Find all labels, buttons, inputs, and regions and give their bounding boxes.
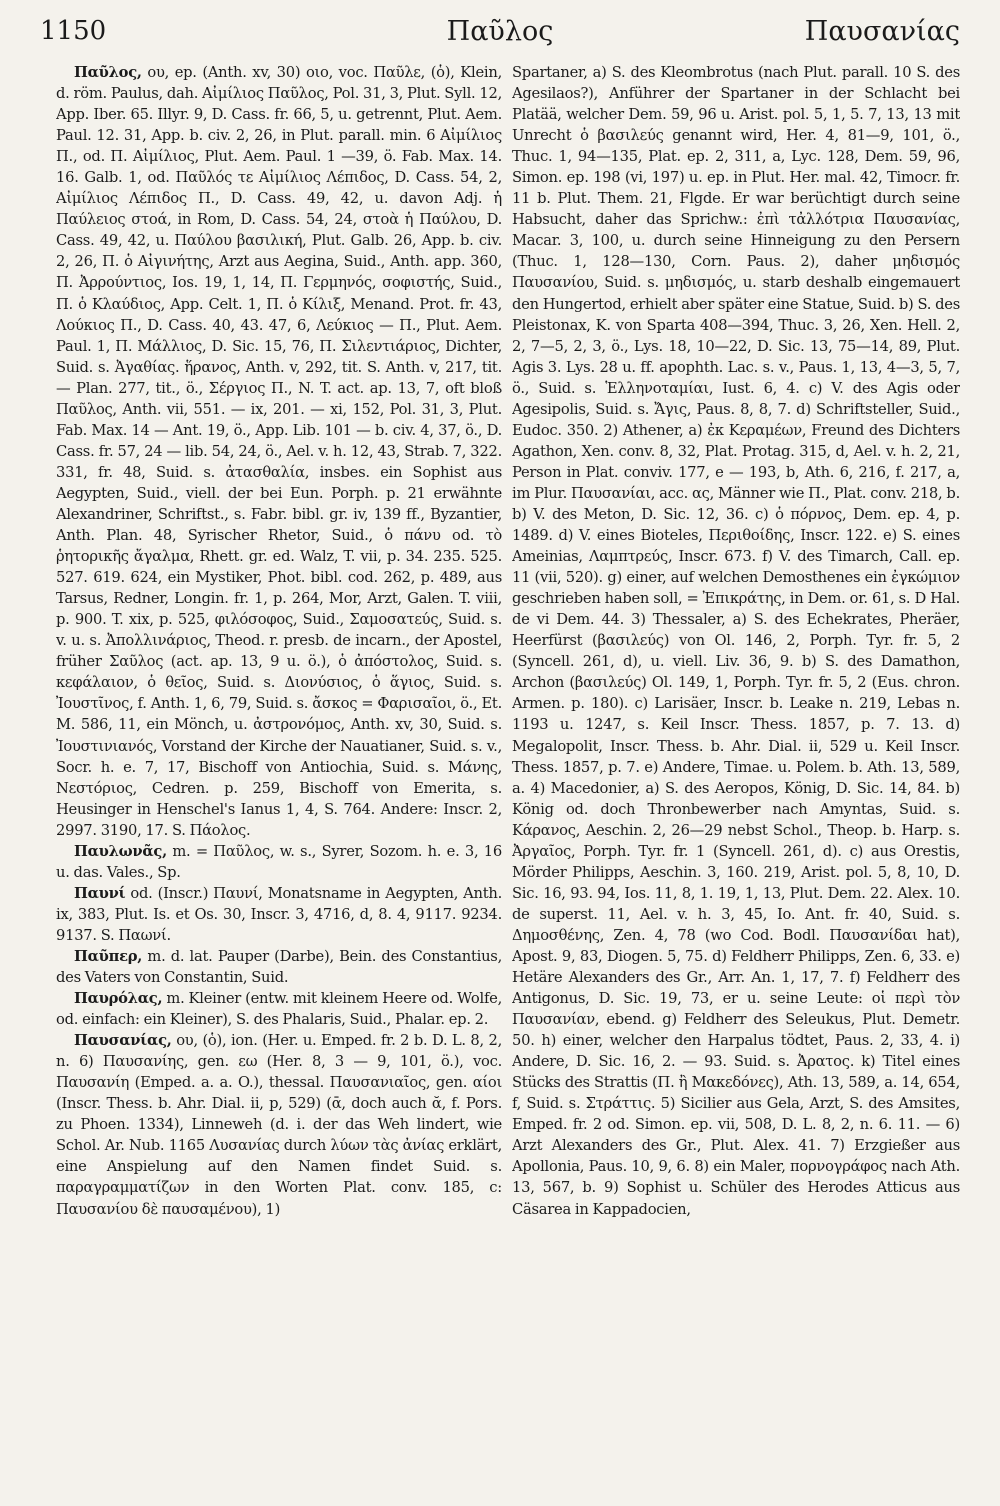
entry-pauper: [56, 946, 502, 988]
right-column: [512, 62, 960, 1498]
entry-text: ου, (ὁ), ion. (Her. u. Emped. fr. 2 b. D. L. 8, 2, n. 6) Παυσανίης, gen. εω (Her. 8, 3 — 9, 101, ö.), voc. Παυσανίη (Emped. a. a. O.), thessal. Παυσανιαῖος, gen. αίοι (Inscr. Thess. b. Ahr. Dial. ii, p, 529) (ᾱ, doch auch ᾰ, f. Pors. zu Phoen. 1334), Linneweh (d. i. der das Weh lindert, wie Schol. Ar. Nub. 1165 Λυσανίας durch λύων τὰς ἀνίας erklärt, eine Anspielung auf den Namen findet Suid. s. παραγραμματίζων in den Worten Plat. conv. 185, c: Παυσανίου δὲ παυσαμένου), 1): [56, 1032, 502, 1218]
entry-pausanias-continued: [512, 62, 960, 1220]
entry-text: ου, ep. (Anth. xv, 30) οιο, voc. Παῦλε, (ὁ), Klein, d. röm. Paulus, dah. Αἰμίλιος Παῦλος, Pol. 31, 3, Plut. Syll. 12, App. Iber. 65. Illyr. 9, D. Cass. fr. 66, 5, u. getrennt, Plut. Aem. Paul. 12. 31, App. b. civ. 2, 26, in Plut. parall. min. 6 Αἰμίλιος Π., od. Π. Αἰμίλιος, Plut. Aem. Paul. 1 —39, ö. Fab. Max. 14. 16. Galb. 1, od. Παῦλός τε Αἰμίλιος Λέπιδος, D. Cass. 54, 2, Αἰμίλιος Λέπιδος Π., D. Cass. 49, 42, u. davon Adj. ἡ Παύλειος στοά, in Rom, D. Cass. 54, 24, στοὰ ἡ Παύλου, D. Cass. 49, 42, u. Παύλου βασιλική, Plut. Galb. 26, App. b. civ. 2, 26, Π. ὁ Αἰγινήτης, Arzt aus Aegina, Suid., Anth. app. 360, Π. Ἀρρούντιος, Ios. 19, 1, 14, Π. Γερμηνός, σοφιστής, Suid., Π. ὁ Κλαύδιος, App. Celt. 1, Π. ὁ Κίλιξ, Menand. Prot. fr. 43, Λούκιος Π., D. Cass. 40, 43. 47, 6, Λεύκιος — Π., Plut. Aem. Paul. 1, Π. Μάλλιος, D. Sic. 15, 76, Π. Σιλεντιάριος, Dichter, Suid. s. Ἀγαθίας. ἥρανος, Anth. v, 292, tit. S. Anth. v, 217, tit. — Plan. 277, tit., ö., Σέργιος Π., N. T. act. ap. 13, 7, oft bloß Παῦλος, Anth. vii, 551. — ix, 201. — xi, 152, Pol. 31, 3, Plut. Fab. Max. 14 — Ant. 19, ö., App. Lib. 101 — b. civ. 4, 37, ö., D. Cass. fr. 57, 24 — lib. 54, 24, ö., Ael. v. h. 12, 43, Strab. 7, 322. 331, fr. 48, Suid. s. ἀτασθαλία, insbes. ein Sophist aus Aegypten, Suid., viell. der bei Eun. Porph. p. 21 erwähnte Alexandriner, Schriftst., s. Fabr. bibl. gr. iv, 139 ff., Byzantier, Anth. Plan. 48, Syrischer Rhetor, Suid., ὁ πάνυ od. τὸ ῥητορικῆς ἄγαλμα, Rhett. gr. ed. Walz, T. vii, p. 34. 235. 525. 527. 619. 624, ein Mystiker, Phot. bibl. cod. 262, p. 489, aus Tarsus, Redner, Longin. fr. 1, p. 264, Mor, Arzt, Galen. T. viii, p. 900. T. xix, p. 525, φιλόσοφος, Suid., Σαμοσατεύς, Suid. s. v. u. s. Ἀπολλινάριος, Theod. r. presb. de incarn., der Apostel, früher Σαῦλος (act. ap. 13, 9 u. ö.), ὁ ἀπόστολος, Suid. s. κεφάλαιον, ὁ θεῖος, Suid. s. Διονύσιος, ὁ ἅγιος, Suid. s. Ἰουστῖνος, f. Anth. 1, 6, 79, Suid. s. ἄσκος = Φαρισαῖοι, ö., Et. M. 586, 11, ein Mönch, u. ἀστρονόμος, Anth. xv, 30, Suid. s. Ἰουστινιανός, Vorstand der Kirche der Nauatianer, Suid. s. v., Socr. h. e. 7, 17, Bischoff von Antiochia, Suid. s. Μάνης, Νεστόριος, Cedren. p. 259, Bischoff von Emerita, s. Heusinger in Henschel's Ianus 1, 4, S. 764. Andere: Inscr. 2, 2997. 3190, 17. S. Πάολος.: [56, 64, 502, 839]
entry-headword: Παυλωνᾶς,: [74, 842, 167, 860]
entry-text: od. (Inscr.) Παυνί, Monatsname in Aegypten, Anth. ix, 383, Plut. Is. et Os. 30, Inscr. 3, 4716, d, 8. 4, 9117. 9234. 9137. S. Παωνί.: [56, 884, 502, 944]
entry-text: m. d. lat. Pauper (Darbe), Bein. des Constantius, des Vaters von Constantin, Suid.: [56, 947, 502, 987]
entry-headword: Παῦπερ,: [74, 947, 143, 965]
entry-paulonas: [56, 841, 502, 883]
entry-text: m. = Παῦλος, w. s., Syrer, Sozom. h. e. 3, 16 u. das. Vales., Sp.: [56, 842, 502, 881]
entry-headword: Παυρόλας,: [74, 990, 163, 1008]
running-head-first-word: Παῦλος: [446, 16, 554, 47]
entry-text: Spartaner, a) S. des Kleombrotus (nach Plut. parall. 10 S. des Agesilaos?), Anführer der Spartaner in der Schlacht bei Platää, welcher Dem. 59, 96 u. Arist. pol. 5, 1, 5. 7, 13, 13 mit Unrecht ὁ βασιλεύς genannt wird, Her. 4, 81—9, 101, ö., Thuc. 1, 94—135, Plat. ep. 2, 311, a, Lyc. 128, Dem. 59, 96, Simon. ep. 198 (vi, 197) u. ep. in Plut. Her. mal. 42, Timocr. fr. 11 b. Plut. Them. 21, Flgde. Er war berüchtigt durch seine Habsucht, daher das Sprichw.: ἐπὶ τἀλλότρια Παυσανίας, Macar. 3, 100, u. durch seine Hinneigung zu den Persern (Thuc. 1, 128—130, Corn. Paus. 2), daher μηδισμός Παυσανίου, Suid. s. μηδισμός, u. starb deshalb eingemauert den Hungertod, erhielt aber später eine Statue, Suid. b) S. des Pleistonax, K. von Sparta 408—394, Thuc. 3, 26, Xen. Hell. 2, 2, 7—5, 2, 3, ö., Lys. 18, 10—22, D. Sic. 13, 75—14, 89, Plut. Agis 3. Lys. 28 u. ff. apophth. Lac. s. v., Paus. 1, 13, 4—3, 5, 7, ö., Suid. s. Ἑλληνοταμίαι, Iust. 6, 4. c) V. des Agis oder Agesipolis, Suid. s. Ἄγις, Paus. 8, 8, 7. d) Schriftsteller, Suid., Eudoc. 350. 2) Athener, a) ἐκ Κεραμέων, Freund des Dichters Agathon, Xen. conv. 8, 32, Plat. Protag. 315, d, Ael. v. h. 2, 21, Person in Plat. conviv. 177, e — 193, b, Ath. 6, 216, f. 217, a, im Plur. Παυσανίαι, acc. ας, Männer wie Π., Plat. conv. 218, b. b) V. des Meton, D. Sic. 12, 36. c) ὁ πόρνος, Dem. ep. 4, p. 1489. d) V. eines Bioteles, Περιθοίδης, Inscr. 122. e) S. eines Ameinias, Λαμπτρεύς, Inscr. 673. f) V. des Timarch, Call. ep. 11 (vii, 520). g) einer, auf welchen Demosthenes ein ἐγκώμιον geschrieben haben soll, = Ἐπικράτης, in Dem. or. 61, s. D Hal. de vi Dem. 44. 3) Thessaler, a) S. des Echekrates, Pheräer, Heerfürst (βασιλεύς) von Ol. 146, 2, Porph. Tyr. fr. 5, 2 (Syncell. 261, d), u. viell. Liv. 36, 9. b) S. des Damathon, Archon (βασιλεύς) Ol. 149, 1, Porph. Tyr. fr. 5, 2 (Eus. chron. Armen. p. 180). c) Larisäer, Inscr. b. Leake n. 219, Lebas n. 1193 u. 1247, s. Keil Inscr. Thess. 1857, p. 7. 13. d) Megalopolit, Inscr. Thess. b. Ahr. Dial. ii, 529 u. Keil Inscr. Thess. 1857, p. 7. e) Andere, Timae. u. Polem. b. Ath. 13, 589, a. 4) Macedonier, a) S. des Aeropos, König, D. Sic. 14, 84. b) König od. doch Thronbewerber nach Amyntas, Suid. s. Κάρανος, Aeschin. 2, 26—29 nebst Schol., Theop. b. Harp. s. Ἀργαῖος, Porph. Tyr. fr. 1 (Syncell. 261, d). c) aus Orestis, Mörder Philipps, Aeschin. 3, 160. 219, Arist. pol. 5, 8, 10, D. Sic. 16, 93. 94, Ios. 11, 8, 1. 19, 1, 13, Plut. Dem. 22. Alex. 10. de superst. 11, Ael. v. h. 3, 45, Io. Ant. fr. 40, Suid. s. Δημοσθένης, Zen. 4, 78 (wo Cod. Bodl. Παυσανίδαι hat), Apost. 9, 83, Diogen. 5, 75. d) Feldherr Philipps, Zen. 6, 33. e) Hetäre Alexanders des Gr., Arr. An. 1, 17, 7. f) Feldherr des Antigonus, D. Sic. 19, 73, er u. seine Leute: οἱ περὶ τὸν Παυσανίαν, ebend. g) Feldherr des Seleukus, Plut. Demetr. 50. h) einer, welcher den Harpalus tödtet, Paus. 2, 33, 4. i) Andere, D. Sic. 16, 2. — 93. Suid. s. Ἀρατος. k) Titel eines Stücks des Strattis (Π. ἢ Μακεδόνες), Ath. 13, 589, a. 14, 654, f, Suid. s. Στράττις. 5) Sicilier aus Gela, Arzt, S. des Amsites, Emped. fr. 2 od. Simon. ep. vii, 508, D. L. 8, 2, n. 6. 11. — 6) Arzt Alexanders des Gr., Plut. Alex. 41. 7) Erzgießer aus Apollonia, Paus. 10, 9, 6. 8) ein Maler, πορνογράφος nach Ath. 13, 567, b. 9) Sophist u. Schüler des Herodes Atticus aus Cäsarea in Kappadocien,: [512, 64, 960, 1218]
entry-pauni: [56, 883, 502, 946]
entry-paurolas: [56, 988, 502, 1030]
left-column: [56, 62, 502, 1498]
entry-headword: Παῦλος,: [74, 64, 142, 81]
entry-pausanias: [56, 1030, 502, 1219]
entry-paulos: [56, 62, 502, 841]
entry-headword: Παυσανίας,: [74, 1032, 172, 1050]
entry-headword: Παυνί: [74, 884, 126, 902]
page-number: 1150: [40, 16, 107, 46]
page-header: [40, 14, 960, 50]
running-head-last-word: Παυσανίας: [804, 16, 960, 47]
entry-text: m. Kleiner (entw. mit kleinem Heere od. Wolfe, od. einfach: ein Kleiner), S. des Phalaris, Suid., Phalar. ep. 2.: [56, 990, 502, 1029]
